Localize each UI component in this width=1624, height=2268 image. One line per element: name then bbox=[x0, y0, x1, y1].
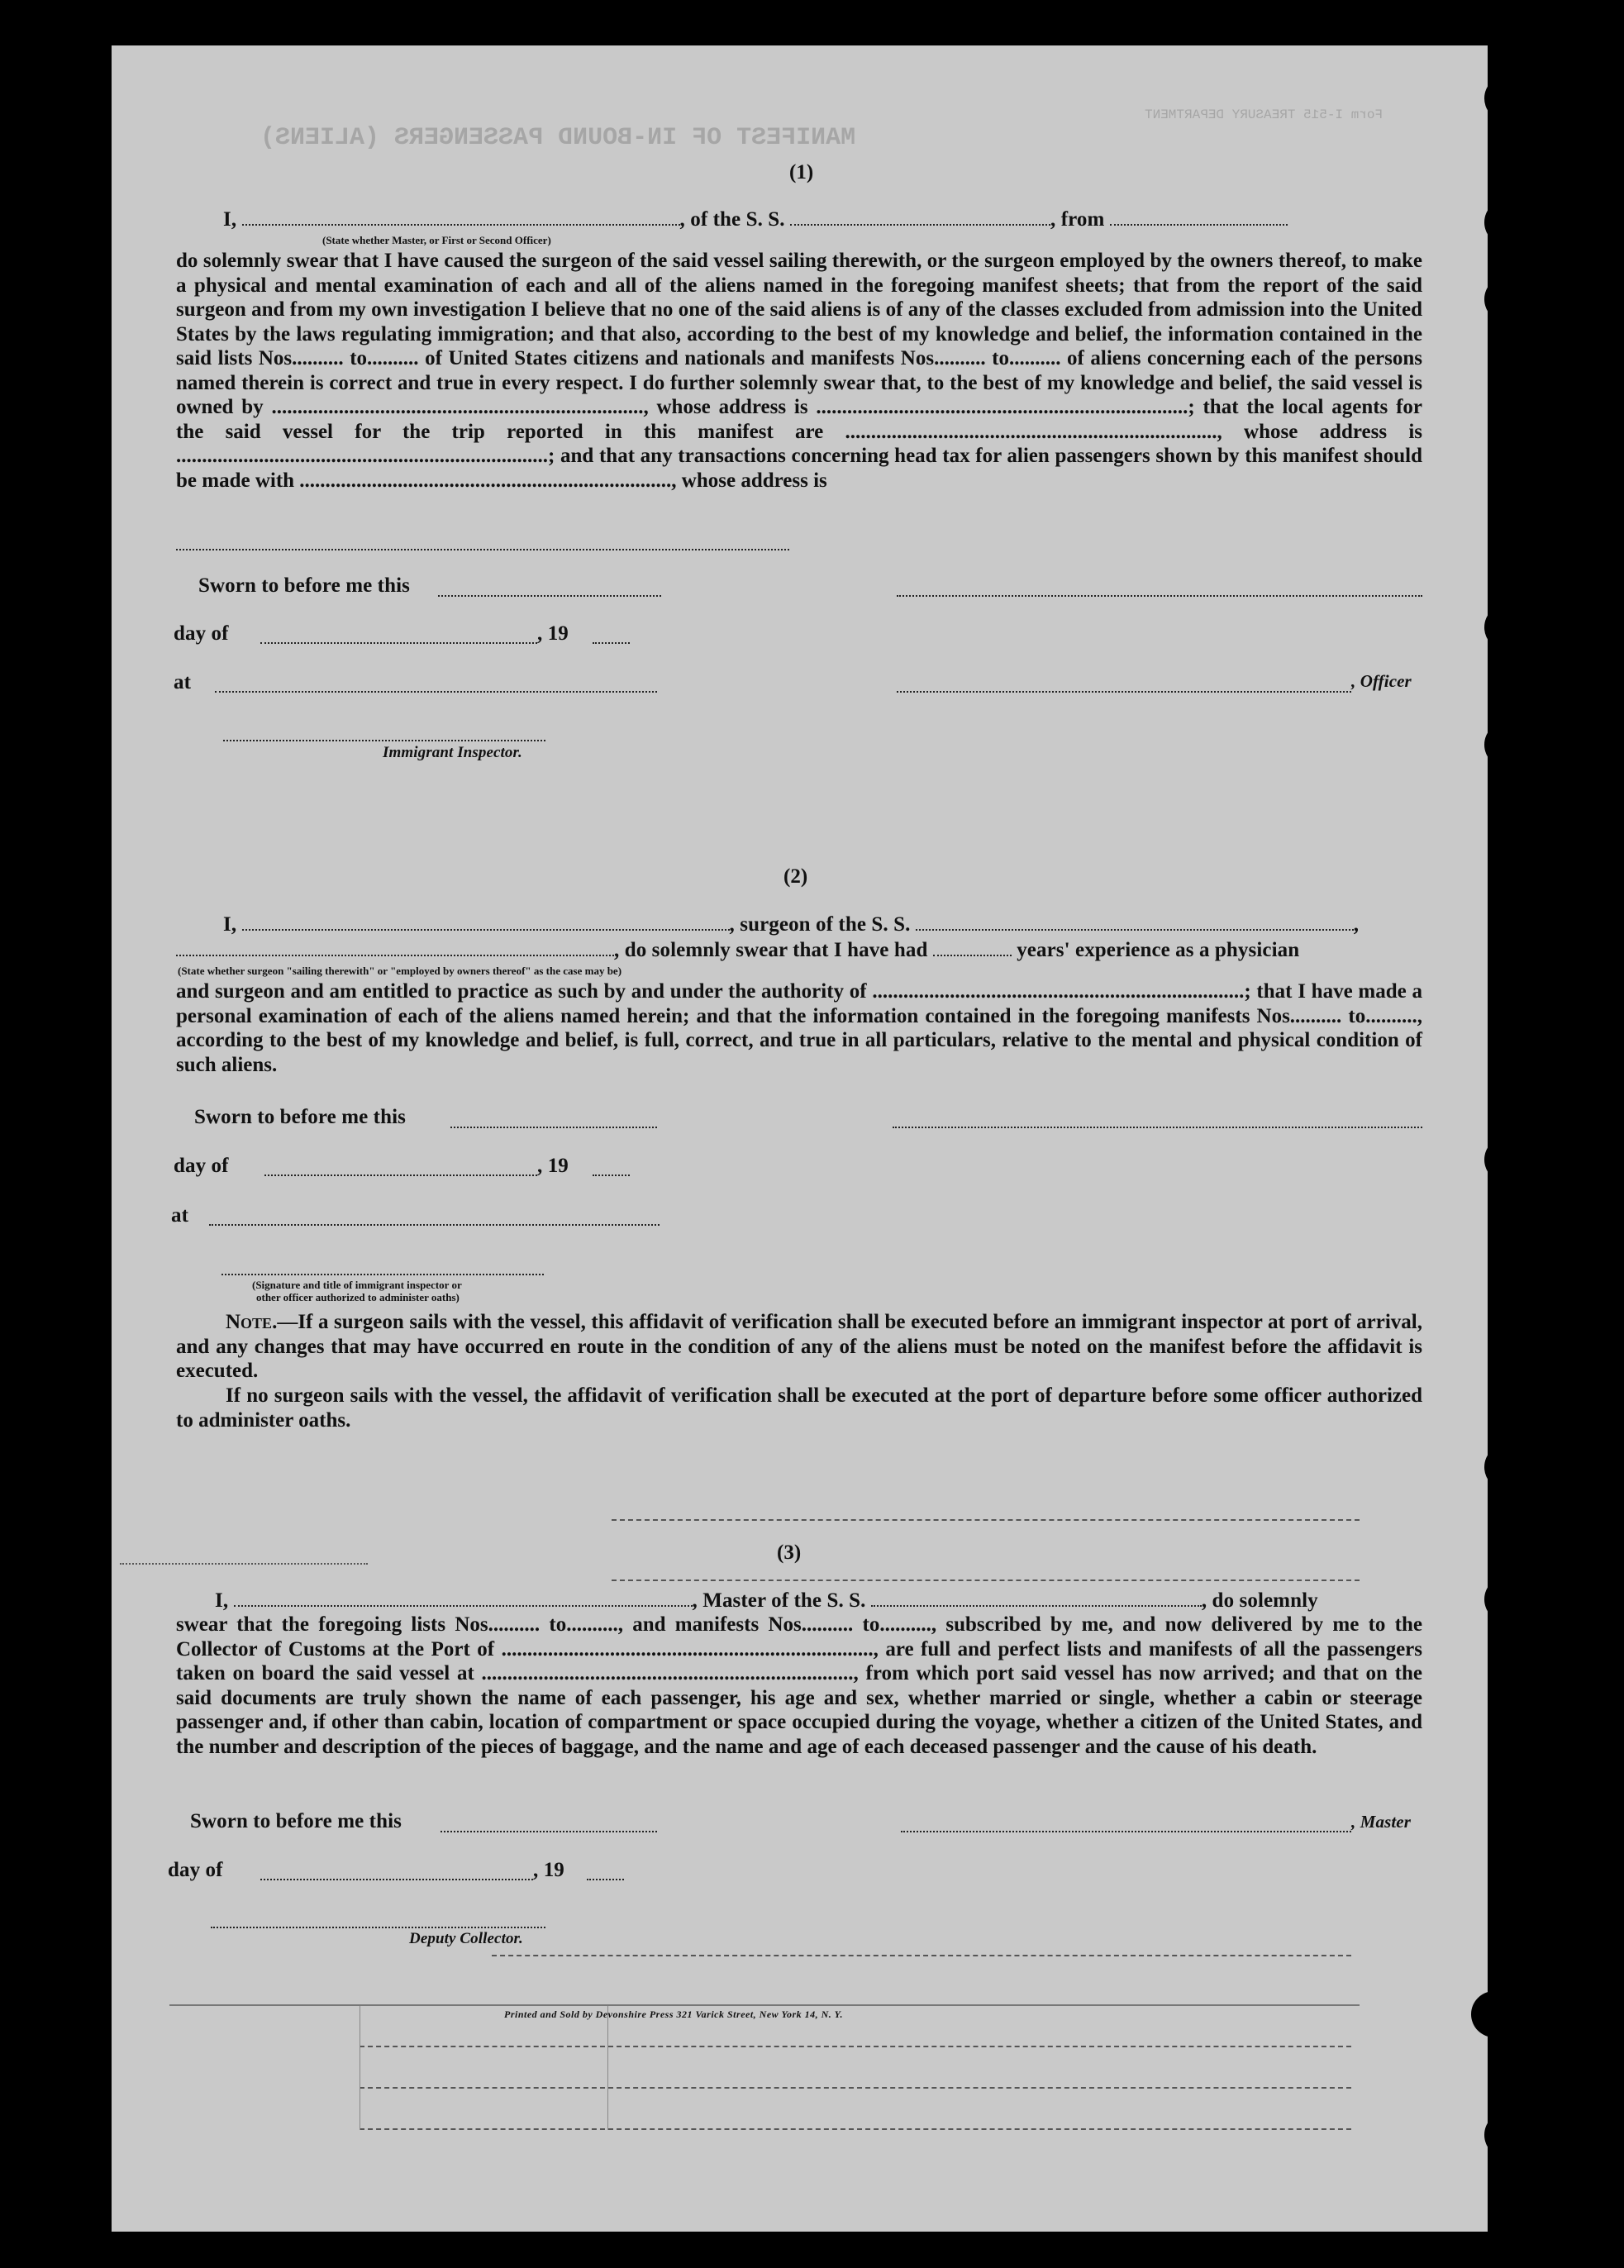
s1-at-label: at bbox=[174, 671, 192, 693]
s1-from-label: , from bbox=[1050, 208, 1105, 231]
section-2-number: (2) bbox=[783, 865, 808, 888]
s1-day-of-label: day of bbox=[174, 622, 229, 645]
section-3-number: (3) bbox=[777, 1541, 802, 1564]
s3-do-solemnly-label: , do solemnly bbox=[1201, 1589, 1318, 1612]
s3-sworn-label: Sworn to before me this bbox=[190, 1810, 402, 1832]
bleed-rule-4 bbox=[492, 1955, 1351, 1956]
s3-declarant-line bbox=[215, 1589, 1318, 1613]
s1-vessel-field bbox=[790, 209, 1050, 226]
s2-year-field bbox=[593, 1173, 630, 1176]
s2-years-label: years' experience as a physician bbox=[1017, 939, 1300, 961]
s2-note2: If no surgeon sails with the vessel, the affidavit of verification shall be executed at the port of departure before some officer authorized to administer oaths. bbox=[176, 1384, 1422, 1432]
punch-hole bbox=[1484, 1136, 1488, 1183]
s2-vessel-field bbox=[916, 914, 1354, 931]
punch-hole bbox=[1484, 1576, 1488, 1622]
s1-declarant-line bbox=[223, 208, 1288, 231]
bleed-col-2 bbox=[607, 2006, 608, 2130]
bleed-rule-5 bbox=[169, 2004, 1360, 2006]
s2-surgeon-of-label: , surgeon of the S. S. bbox=[729, 913, 911, 936]
punch-hole bbox=[1484, 199, 1488, 245]
s3-oath-text: swear that the foregoing lists Nos.......... to.........., and manifests Nos.......... to.........., subscribed by me, and now delivered by me to the Collector of Customs at the Port of ........................................................................, are full and perfect lists and manifests of all the passengers taken on board the said vessel at ........................................................................, from which port said vessel has now arrived; and that on the said documents are truly shown the name of each passenger, his age and sex, whether married or single, whether a cabin or steerage passenger and, if other than cabin, location of compartment or space occupied during the voyage, whether a citizen of the United States, and the number and description of the pieces of baggage, and the name and age of each deceased passenger and the cause of his death. bbox=[176, 1613, 1422, 1758]
punch-hole bbox=[1484, 604, 1488, 650]
section-1-number: (1) bbox=[789, 161, 814, 183]
bleed-rule-2 bbox=[120, 1563, 368, 1565]
s3-master-of-label: , Master of the S. S. bbox=[692, 1589, 866, 1612]
s1-officer-title-line bbox=[897, 689, 1351, 693]
s2-sworn-label: Sworn to before me this bbox=[194, 1106, 406, 1128]
s1-officer-caption: (State whether Master, or First or Second Officer) bbox=[322, 234, 551, 246]
s1-year-label: , 19 bbox=[537, 622, 569, 645]
s1-inspector-label: Immigrant Inspector. bbox=[383, 744, 522, 761]
s2-surgeon-field bbox=[242, 914, 730, 931]
bleed-rule-6 bbox=[360, 2046, 1351, 2047]
s3-deputy-label: Deputy Collector. bbox=[409, 1930, 523, 1947]
s2-sworn-field bbox=[450, 1125, 657, 1128]
s2-swear-label: , do solemnly swear that I have had bbox=[614, 939, 928, 961]
s1-officer-field bbox=[242, 209, 680, 226]
s1-day-field bbox=[260, 641, 537, 644]
s2-day-field bbox=[264, 1173, 537, 1176]
s2-at-field bbox=[209, 1222, 660, 1226]
s2-signature-line bbox=[893, 1125, 1422, 1128]
s3-master-label: , Master bbox=[1351, 1812, 1411, 1832]
s1-year-field bbox=[593, 641, 630, 644]
s2-at-label: at bbox=[171, 1204, 189, 1227]
s3-sworn-field bbox=[441, 1829, 657, 1832]
s2-declarant-line: I, , surgeon of the S. S. , bbox=[223, 913, 1360, 936]
s2-year-label: , 19 bbox=[537, 1155, 569, 1177]
bleed-rule-1 bbox=[612, 1519, 1360, 1521]
s1-inspector-signature-line bbox=[223, 738, 545, 741]
s2-inspector-signature-line bbox=[221, 1272, 544, 1275]
s2-oath-text: and surgeon and am entitled to practice as such by and under the authority of ........................................................................; that I have made a personal examination of each of the aliens named herein; and that the information contained in the foregoing manifests Nos.......... to.........., according to the best of my knowledge and belief, is full, correct, and true in all particulars, relative to the mental and physical condition of such aliens. bbox=[176, 980, 1422, 1076]
s2-note bbox=[176, 1310, 1422, 1384]
s1-i-label: I, bbox=[223, 208, 237, 231]
bleed-rule-3 bbox=[612, 1580, 1360, 1581]
bleed-rule-7 bbox=[360, 2087, 1351, 2089]
s1-origin-field bbox=[1110, 209, 1288, 226]
punch-hole bbox=[1484, 1444, 1488, 1490]
s1-sworn-field bbox=[438, 593, 661, 597]
s3-vessel-field bbox=[871, 1590, 1202, 1607]
punch-hole bbox=[1484, 722, 1488, 768]
punch-hole bbox=[1471, 1991, 1488, 2037]
s2-status-caption: (State whether surgeon "sailing therewith" or "employed by owners thereof" as the case may be) bbox=[178, 965, 622, 977]
s2-years-field bbox=[933, 940, 1012, 956]
s1-of-ss-label: , of the S. S. bbox=[679, 208, 785, 231]
punch-hole bbox=[1484, 276, 1488, 322]
s2-i-label: I, bbox=[223, 913, 237, 936]
s2-note-text: —If a surgeon sails with the vessel, this affidavit of verification shall be executed before an immigrant inspector at port of arrival, and any changes that may have occurred en route in the condition of any of the aliens must be noted on the manifest before the affidavit is executed. bbox=[176, 1311, 1422, 1382]
s3-master-field bbox=[234, 1590, 693, 1607]
ghost-title: MANIFEST OF IN-BOUND PASSENGERS (ALIENS) bbox=[260, 124, 856, 152]
s3-year-label: , 19 bbox=[533, 1859, 564, 1881]
s1-at-field bbox=[215, 689, 657, 693]
s2-sig-caption-1: (Signature and title of immigrant inspector or bbox=[252, 1279, 462, 1291]
s2-swear-line bbox=[176, 939, 1299, 962]
s3-master-signature-line bbox=[901, 1829, 1351, 1832]
punch-hole bbox=[1484, 75, 1488, 122]
bleed-rule-8 bbox=[360, 2128, 1351, 2130]
punch-hole bbox=[1484, 2112, 1488, 2158]
s2-note-label: Note. bbox=[226, 1311, 278, 1333]
printer-imprint: Printed and Sold by Devonshire Press 321 Varick Street, New York 14, N. Y. bbox=[504, 2008, 844, 2020]
s1-officer-signature-line bbox=[897, 593, 1422, 597]
s1-sworn-label: Sworn to before me this bbox=[198, 574, 410, 597]
s2-sig-caption-2: other officer authorized to administer oaths) bbox=[256, 1291, 460, 1303]
s1-officer-label: , Officer bbox=[1351, 671, 1412, 691]
s3-i-label: I, bbox=[215, 1589, 229, 1612]
s3-deputy-signature-line bbox=[211, 1925, 545, 1928]
s2-status-field bbox=[176, 940, 614, 956]
s2-day-of-label: day of bbox=[174, 1155, 229, 1177]
form-page bbox=[112, 45, 1488, 2232]
s3-year-field bbox=[587, 1877, 624, 1880]
s1-oath-text: do solemnly swear that I have caused the surgeon of the said vessel sailing therewith, or the surgeon employed by the owners thereof, to make a physical and mental examination of each and all of the aliens named in the foregoing manifest sheets; that from the report of the said surgeon and from my own investigation I believe that no one of the said aliens is of any of the classes excluded from admission into the United States by the laws regulating immigration; and that also, according to the best of my knowledge and belief, the information contained in the said lists Nos.......... to.......... of United States citizens and nationals and manifests Nos.......... to.......... of aliens concerning each of the persons named therein is correct and true in every respect. I do further solemnly swear that, to the best of my knowledge and belief, the said vessel is owned by ........................................................................, whose address is ........................................................................; that the local agents for the said vessel for the trip reported in this manifest are ........................................................................, whose address is ........................................................................; and that any transactions concerning head tax for alien passengers shown by this manifest should be made with ........................................................................, whose address is bbox=[176, 250, 1422, 492]
ghost-ref: Form I-515 TREASURY DEPARTMENT bbox=[1145, 107, 1383, 122]
s3-day-of-label: day of bbox=[168, 1859, 223, 1881]
s3-day-field bbox=[260, 1877, 533, 1880]
s1-line-after-text bbox=[176, 547, 789, 550]
